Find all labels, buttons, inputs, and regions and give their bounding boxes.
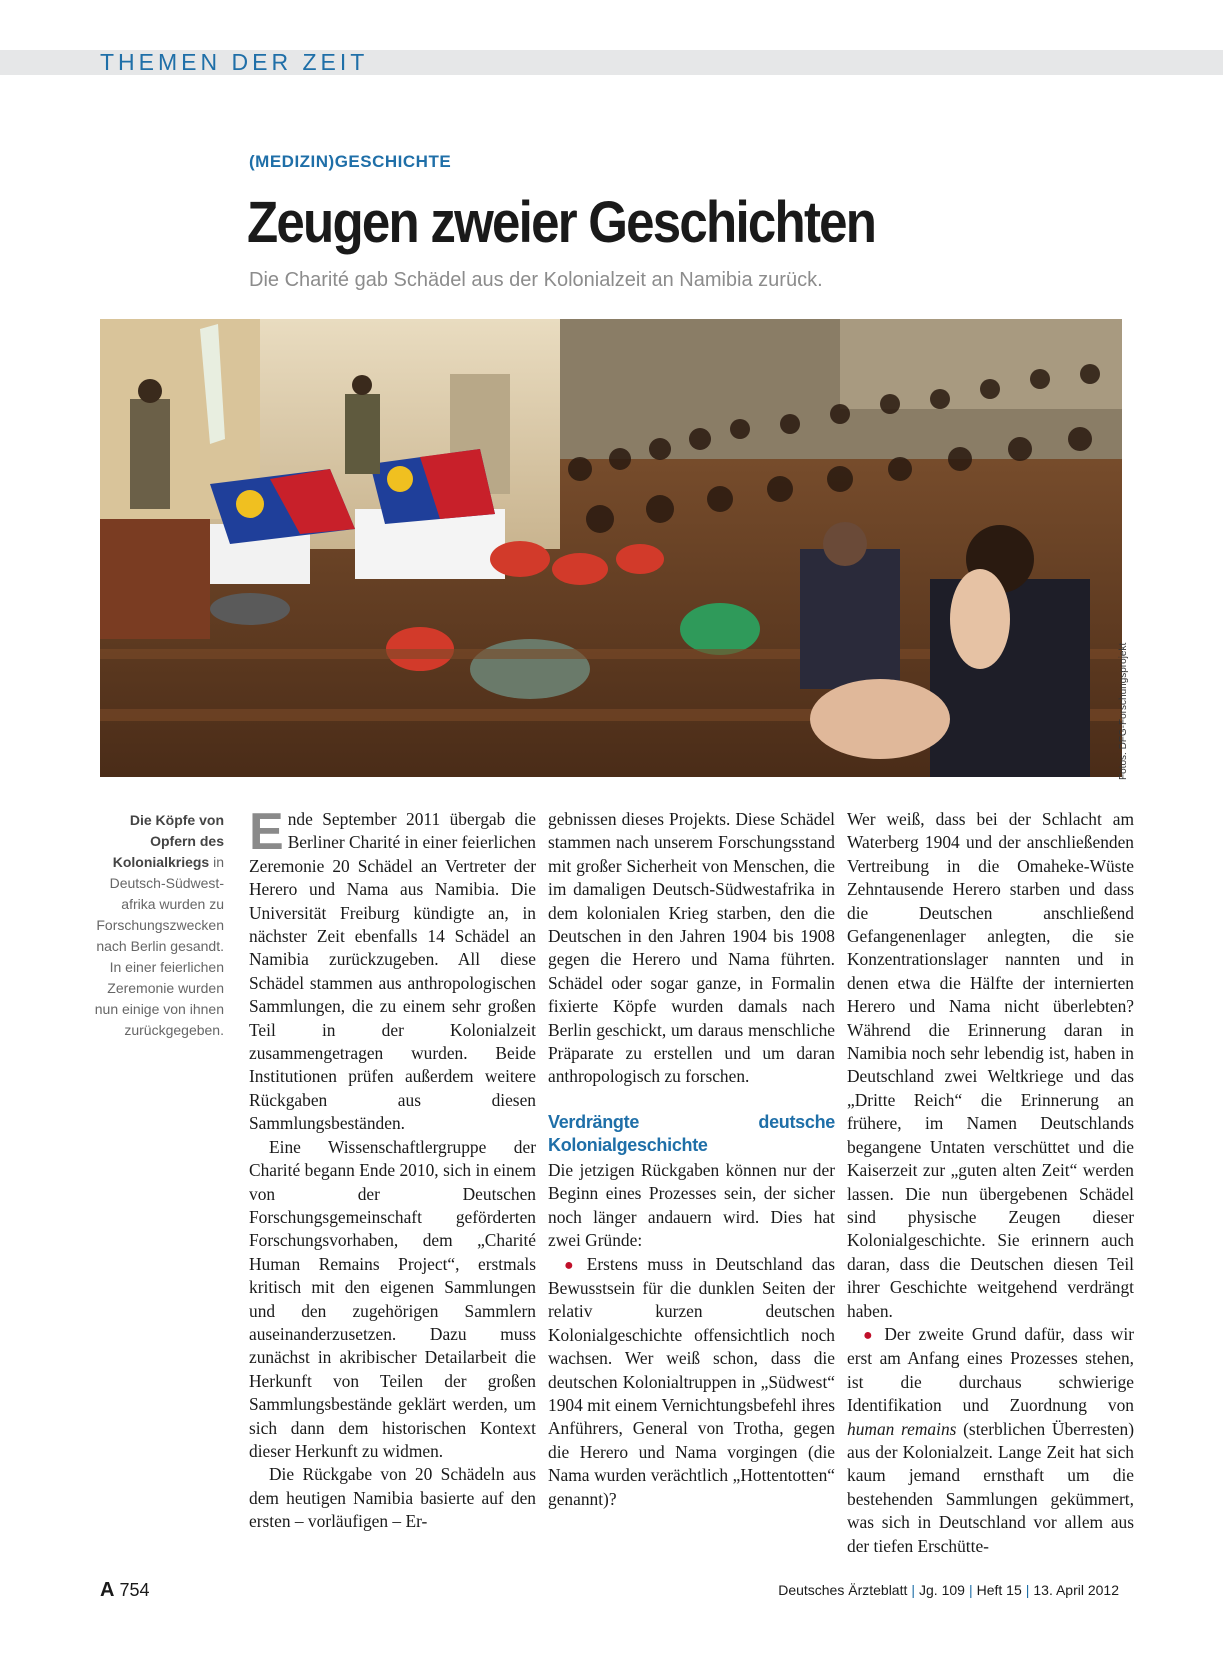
drop-cap: E	[249, 803, 284, 861]
separator: |	[968, 1582, 973, 1598]
separator: |	[911, 1582, 916, 1598]
page-number	[100, 1579, 150, 1602]
paragraph-8a: Der zweite Grund dafür, dass wir erst am Anfang eines Prozesses stehen, ist die durchaus schwierige Identifikation und Zuordnung von	[847, 1323, 1134, 1416]
paragraph-2: Eine Wissenschaftlergruppe der Charité begann Ende 2010, sich in einem von der Deutschen Forschungsgemeinschaft geförderten Forschungsvorhaben, dem „Charité Human Remains Project“, erstmals kritisch mit den eigenen Sammlungen und den zugehörigen Sammlern auseinanderzusetzen. Dazu muss zunächst in akribischer Detailarbeit die Herkunft von Teilen der großen Sammlungsbestände geklärt werden, um sich dann dem historischen Kontext dieser Herkunft zu widmen.	[249, 1136, 536, 1461]
paragraph-1: nde September 2011 übergab die Berliner Charité in einer feierlichen Zeremonie 20 Schädel an Vertreter der Herero und Nama aus Namibia. Die Universität Freiburg kündigte an, in nächster Zeit ebenfalls 14 Schädel an Namibia zurückzugeben. All diese Schädel stammen aus anthropologischen Sammlungen, die zu einem sehr großen Teil in der Kolonialzeit zusammengetragen wurden. Beide Institutionen prüfen außerdem weitere Rückgaben aus diesen Sammlungsbeständen.	[249, 809, 536, 1134]
paragraph-8-italic: human remains	[847, 1418, 957, 1439]
paragraph-7: Wer weiß, dass bei der Schlacht am Waterberg 1904 und der anschließenden Vertreibung in die Omaheke-Wüste Zehntausende Herero starben und dass die Deutschen anschließend Gefangenenlager anlegten, die sie Konzentrationslager nannten und in denen etwa die Hälfte der internierten Herero und Nama nicht überlebten? Während die Erinnerung daran in Namibia noch sehr lebendig ist, haben in Deutschland zwei Weltkriege und das „Dritte Reich“ die Erinnerung an frühere, im Namen Deutschlands begangene Untaten verschüttet und die Kaiserzeit zur „guten alten Zeit“ werden lassen. Die nun übergebenen Schädel sind physische Zeugen dieser Kolonialgeschichte. Sie erinnern auch daran, dass die Deutschen diesen Teil ihrer Geschichte weitgehend verdrängt haben.	[847, 809, 1134, 1321]
caption-text: in Deutsch-Südwest-afrika wurden zu Forschungszwecken nach Berlin gesandt. In einer feierlichen Zeremonie wurden nun einige von ihnen zurückgegeben.	[94, 854, 224, 1038]
paragraph-6: Erstens muss in Deutschland das Bewusstsein für die dunklen Seiten der relativ kurzen deutschen Kolonialgeschichte offensichtlich noch wachsen. Wer weiß schon, dass die deutschen Kolonialtruppen in „Südwest“ 1904 mit einem Vernichtungsbefehl ihres Anführers, General von Trotha, gegen die Herero und Nama vorgingen (die Nama wurden verächtlich „Hottentotten“ genannt)?	[548, 1253, 835, 1509]
section-label: THEMEN DER ZEIT	[100, 49, 369, 75]
paragraph-4: gebnissen dieses Projekts. Diese Schädel stammen nach unserem Forschungsstand mit großer Sicherheit von Menschen, die im damaligen Deutsch-Südwestafrika in dem kolonialen Krieg starben, den die Deutschen in den Jahren 1904 bis 1908 gegen die Herero und Nama führten. Schädel oder sogar ganze, in Formalin fixierte Köpfe wurden damals nach Berlin geschickt, um daraus menschliche Präparate zu erstellen und um daran anthropologisch zu forschen.	[548, 809, 835, 1087]
page-number-value: 754	[119, 1580, 150, 1600]
subhead: Die Charité gab Schädel aus der Kolonialzeit an Namibia zurück.	[249, 269, 823, 291]
photo-credit: Fotos: DFG-Forschungsprojekt	[1118, 642, 1129, 780]
paragraph-3: Die Rückgabe von 20 Schädeln aus dem heutigen Namibia basierte auf den ersten – vorläufigen – Er-	[249, 1464, 536, 1532]
bullet-icon: ●	[863, 1326, 877, 1344]
journal-date: 13. April 2012	[1033, 1582, 1119, 1598]
paragraph-8b: (sterblichen Überresten) aus der Kolonialzeit. Lange Zeit hat sich kaum jemand ernsthaft um die bestehenden Sammlungen gekümmert, was sich in Deutschland vor allem aus der tiefen Erschütte-	[847, 1418, 1134, 1556]
article-column-3	[847, 808, 1134, 1558]
journal-issue: Heft 15	[976, 1582, 1022, 1598]
article-column-2	[548, 808, 835, 1511]
page-prefix: A	[100, 1579, 115, 1601]
caption-bold: Die Köpfe von Opfern des Kolonialkriegs	[112, 812, 224, 870]
paragraph-5: Die jetzigen Rückgaben können nur der Beginn eines Prozesses sein, der sicher noch länger andauern wird. Dies hat zwei Gründe:	[548, 1159, 835, 1251]
bullet-icon: ●	[564, 1256, 579, 1274]
ceremony-photo	[100, 319, 1122, 777]
footer-journal-info	[778, 1582, 1119, 1598]
separator: |	[1025, 1582, 1030, 1598]
headline: Zeugen zweier Geschichten	[247, 190, 876, 255]
photo-caption	[90, 810, 224, 1041]
journal-name: Deutsches Ärzteblatt	[778, 1582, 908, 1598]
section-subheading: Verdrängte deutsche Kolonialgeschichte	[548, 1111, 835, 1155]
kicker: (MEDIZIN)GESCHICHTE	[249, 152, 452, 171]
journal-volume: Jg. 109	[919, 1582, 965, 1598]
article-column-1	[249, 803, 536, 1534]
